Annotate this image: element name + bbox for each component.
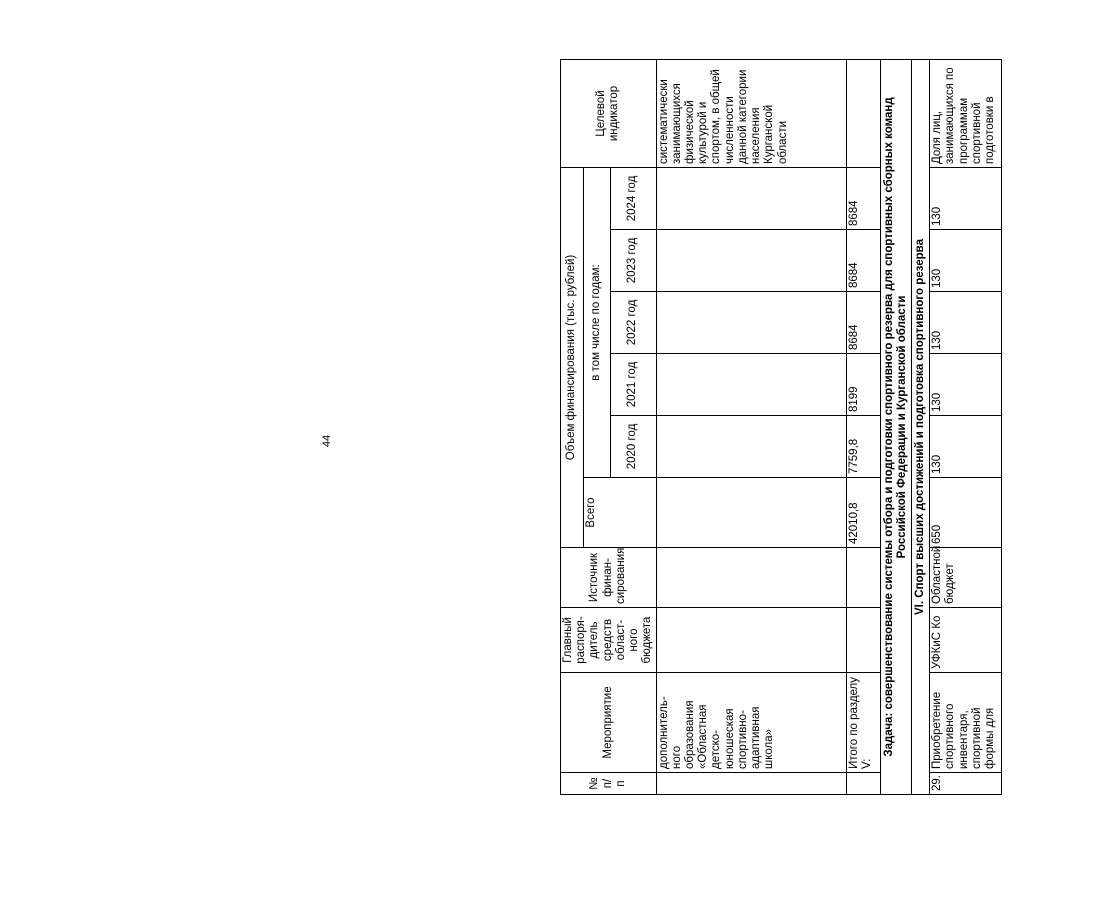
table-row-continued <box>656 60 846 795</box>
rotated-table-wrapper <box>560 60 1100 795</box>
cell-manager <box>656 608 846 673</box>
header-total: Всего <box>584 478 657 548</box>
cell-2020: 130 <box>930 416 1002 478</box>
header-2023: 2023 год <box>610 230 656 292</box>
cell-indicator: Доля лиц, занимающихся по программам спортивной подготовки в <box>930 60 1002 168</box>
header-manager: Главный распоря-дитель средств област-ного бюджета <box>561 608 657 673</box>
page-number: 44 <box>321 434 333 448</box>
funding-table <box>560 59 1002 795</box>
cell-2024: 130 <box>930 168 1002 230</box>
section-row <box>911 60 929 795</box>
cell-2022: 130 <box>930 292 1002 354</box>
table-row-total <box>846 60 880 795</box>
cell-2020 <box>656 416 846 478</box>
table-row-29 <box>930 60 1002 795</box>
header-2022: 2022 год <box>610 292 656 354</box>
cell-total: 650 <box>930 478 1002 548</box>
header-event: Мероприятие <box>561 673 657 773</box>
header-num: № п/п <box>561 773 657 795</box>
header-2021: 2021 год <box>610 354 656 416</box>
header-2024: 2024 год <box>610 168 656 230</box>
cell-source: Областной бюджет <box>930 548 1002 608</box>
cell-2024: 8684 <box>846 168 880 230</box>
cell-num: 29. <box>930 773 1002 795</box>
section-heading: VI. Спорт высших достижений и подготовка спортивного резерва <box>911 60 929 795</box>
cell-manager: УФКиС Ко <box>930 608 1002 673</box>
task-heading: Задача: совершенствование системы отбора и подготовки спортивного резерва для спортивных сборных команд Российской Федерации и Курганской области <box>880 60 911 795</box>
cell-manager <box>846 608 880 673</box>
cell-2021: 130 <box>930 354 1002 416</box>
cell-indicator <box>846 60 880 168</box>
cell-source <box>846 548 880 608</box>
cell-2023: 8684 <box>846 230 880 292</box>
cell-2021: 8199 <box>846 354 880 416</box>
header-indicator: Целевой индикатор <box>561 60 657 168</box>
cell-num <box>656 773 846 795</box>
header-by-years: в том числе по годам: <box>584 168 611 478</box>
task-row <box>880 60 911 795</box>
cell-indicator: систематически занимающихся физической культурой и спортом, в общей численности данной категории населения Курганской области <box>656 60 846 168</box>
cell-2024 <box>656 168 846 230</box>
cell-2022 <box>656 292 846 354</box>
header-source: Источник финан-сирования <box>561 548 657 608</box>
cell-event: Итого по разделу V: <box>846 673 880 773</box>
header-funding: Объем финансирования (тыс. рублей) <box>561 168 584 548</box>
cell-event: дополнитель-ного образования «Областная детско-юношеская спортивно-адаптивная школа» <box>656 673 846 773</box>
cell-2023: 130 <box>930 230 1002 292</box>
cell-2021 <box>656 354 846 416</box>
cell-source <box>656 548 846 608</box>
cell-event: Приобретение спортивного инвентаря, спортивной формы для <box>930 673 1002 773</box>
cell-num <box>846 773 880 795</box>
cell-2022: 8684 <box>846 292 880 354</box>
cell-2023 <box>656 230 846 292</box>
cell-total <box>656 478 846 548</box>
header-2020: 2020 год <box>610 416 656 478</box>
cell-2020: 7759,8 <box>846 416 880 478</box>
cell-total: 42010,8 <box>846 478 880 548</box>
